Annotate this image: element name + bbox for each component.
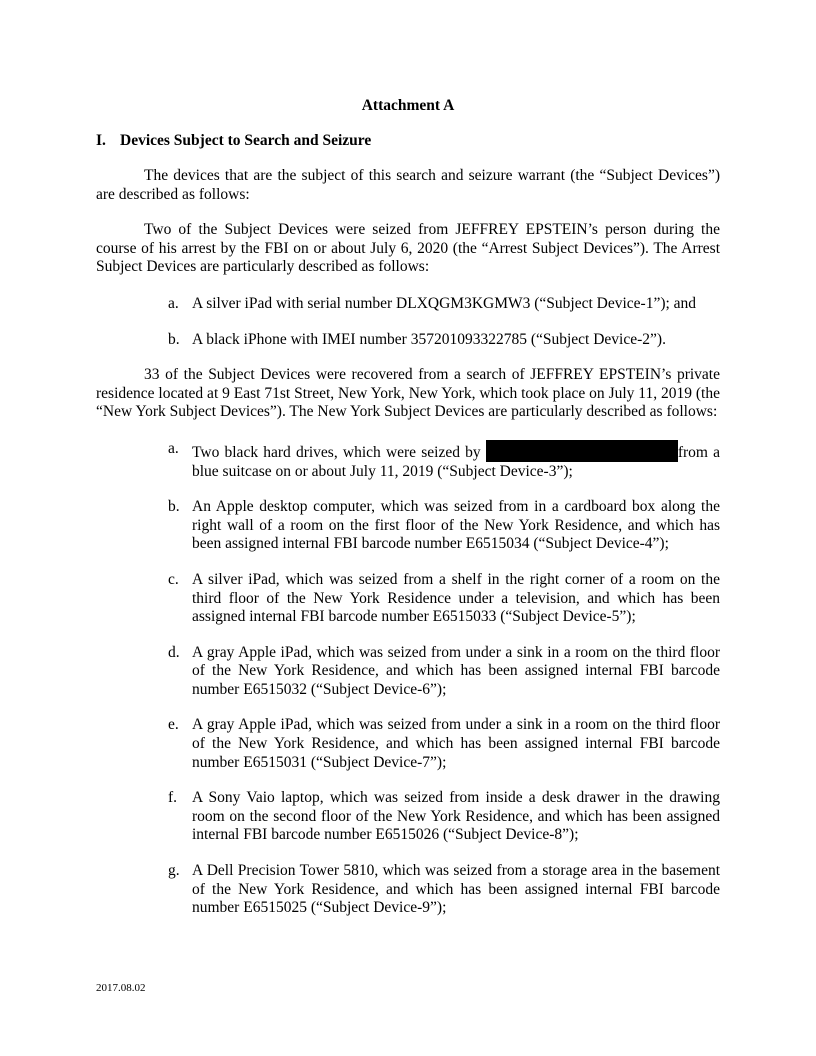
section-heading-text: Devices Subject to Search and Seizure — [120, 132, 372, 149]
list-item-letter: a. — [168, 439, 179, 457]
list-item — [96, 571, 720, 627]
list-item — [96, 498, 720, 554]
new-york-device-list — [96, 440, 720, 918]
list-item — [96, 789, 720, 845]
list-item-text: A Dell Precision Tower 5810, which was seized from a storage area in the basement of the New York Residence, and which has been assigned internal FBI barcode number E6515025 (“Subject Device-9”); — [192, 862, 720, 917]
list-item-text: A Sony Vaio laptop, which was seized from inside a desk drawer in the drawing room on the second floor of the New York Residence, and which has been assigned internal FBI barcode number E6515026 (“Subject Device-8”); — [192, 789, 720, 844]
list-item-text-before: Two black hard drives, which were seized by — [192, 443, 486, 461]
intro-paragraph: The devices that are the subject of this search and seizure warrant (the “Subject Devices”) are described as follows: — [96, 167, 720, 203]
arrest-device-list — [96, 295, 720, 349]
list-item-letter: b. — [168, 330, 180, 348]
list-item-text: An Apple desktop computer, which was seized from in a cardboard box along the right wall of a room on the first floor of the New York Residence, and which has been assigned internal FBI barcode number E6515034 (“Subject Device-4”); — [192, 498, 720, 553]
list-item-text: A gray Apple iPad, which was seized from under a sink in a room on the third floor of the New York Residence, and which has been assigned internal FBI barcode number E6515032 (“Subject Device-6”); — [192, 643, 720, 698]
list-item-text: A black iPhone with IMEI number 357201093322785 (“Subject Device-2”). — [192, 330, 666, 348]
list-item-letter: g. — [168, 862, 180, 880]
list-item-letter: c. — [168, 570, 179, 588]
list-item-text: A gray Apple iPad, which was seized from under a sink in a room on the third floor of the New York Residence, and which has been assigned internal FBI barcode number E6515031 (“Subject Device-7”); — [192, 716, 720, 771]
list-item — [96, 331, 720, 350]
list-item-letter: e. — [168, 716, 179, 734]
list-item — [96, 862, 720, 918]
footer-version: 2017.08.02 — [96, 982, 146, 994]
document-page — [96, 96, 720, 918]
list-item-letter: a. — [168, 294, 179, 312]
list-item-letter: b. — [168, 498, 180, 516]
list-item-text: A silver iPad with serial number DLXQGM3KGMW3 (“Subject Device-1”); and — [192, 294, 697, 312]
section-number: I. — [96, 132, 106, 149]
section-heading — [96, 131, 720, 150]
list-item — [96, 440, 720, 481]
list-item-text-after: from a blue suitcase on or about July 11, 2019 (“Subject Device-3”); — [192, 443, 720, 480]
list-item-letter: f. — [168, 789, 178, 807]
list-item — [96, 295, 720, 314]
list-item-letter: d. — [168, 643, 180, 661]
list-item — [96, 644, 720, 700]
new-york-paragraph: 33 of the Subject Devices were recovered from a search of JEFFREY EPSTEIN’s private residence located at 9 East 71st Street, New York, New York, which took place on July 11, 2019 (the “New York Subject Devices”). The New York Subject Devices are particularly described as follows: — [96, 366, 720, 421]
redaction-block — [486, 440, 678, 462]
page-title: Attachment A — [361, 97, 455, 114]
list-item — [96, 716, 720, 772]
list-item-text: A silver iPad, which was seized from a shelf in the right corner of a room on the third floor of the New York Residence under a television, and which has been assigned internal FBI barcode number E6515033 (“Subject Device-5”); — [192, 570, 720, 626]
arrest-paragraph: Two of the Subject Devices were seized from JEFFREY EPSTEIN’s person during the course of his arrest by the FBI on or about July 6, 2020 (the “Arrest Subject Devices”). The Arrest Subject Devices are particularly described as follows: — [96, 221, 720, 276]
